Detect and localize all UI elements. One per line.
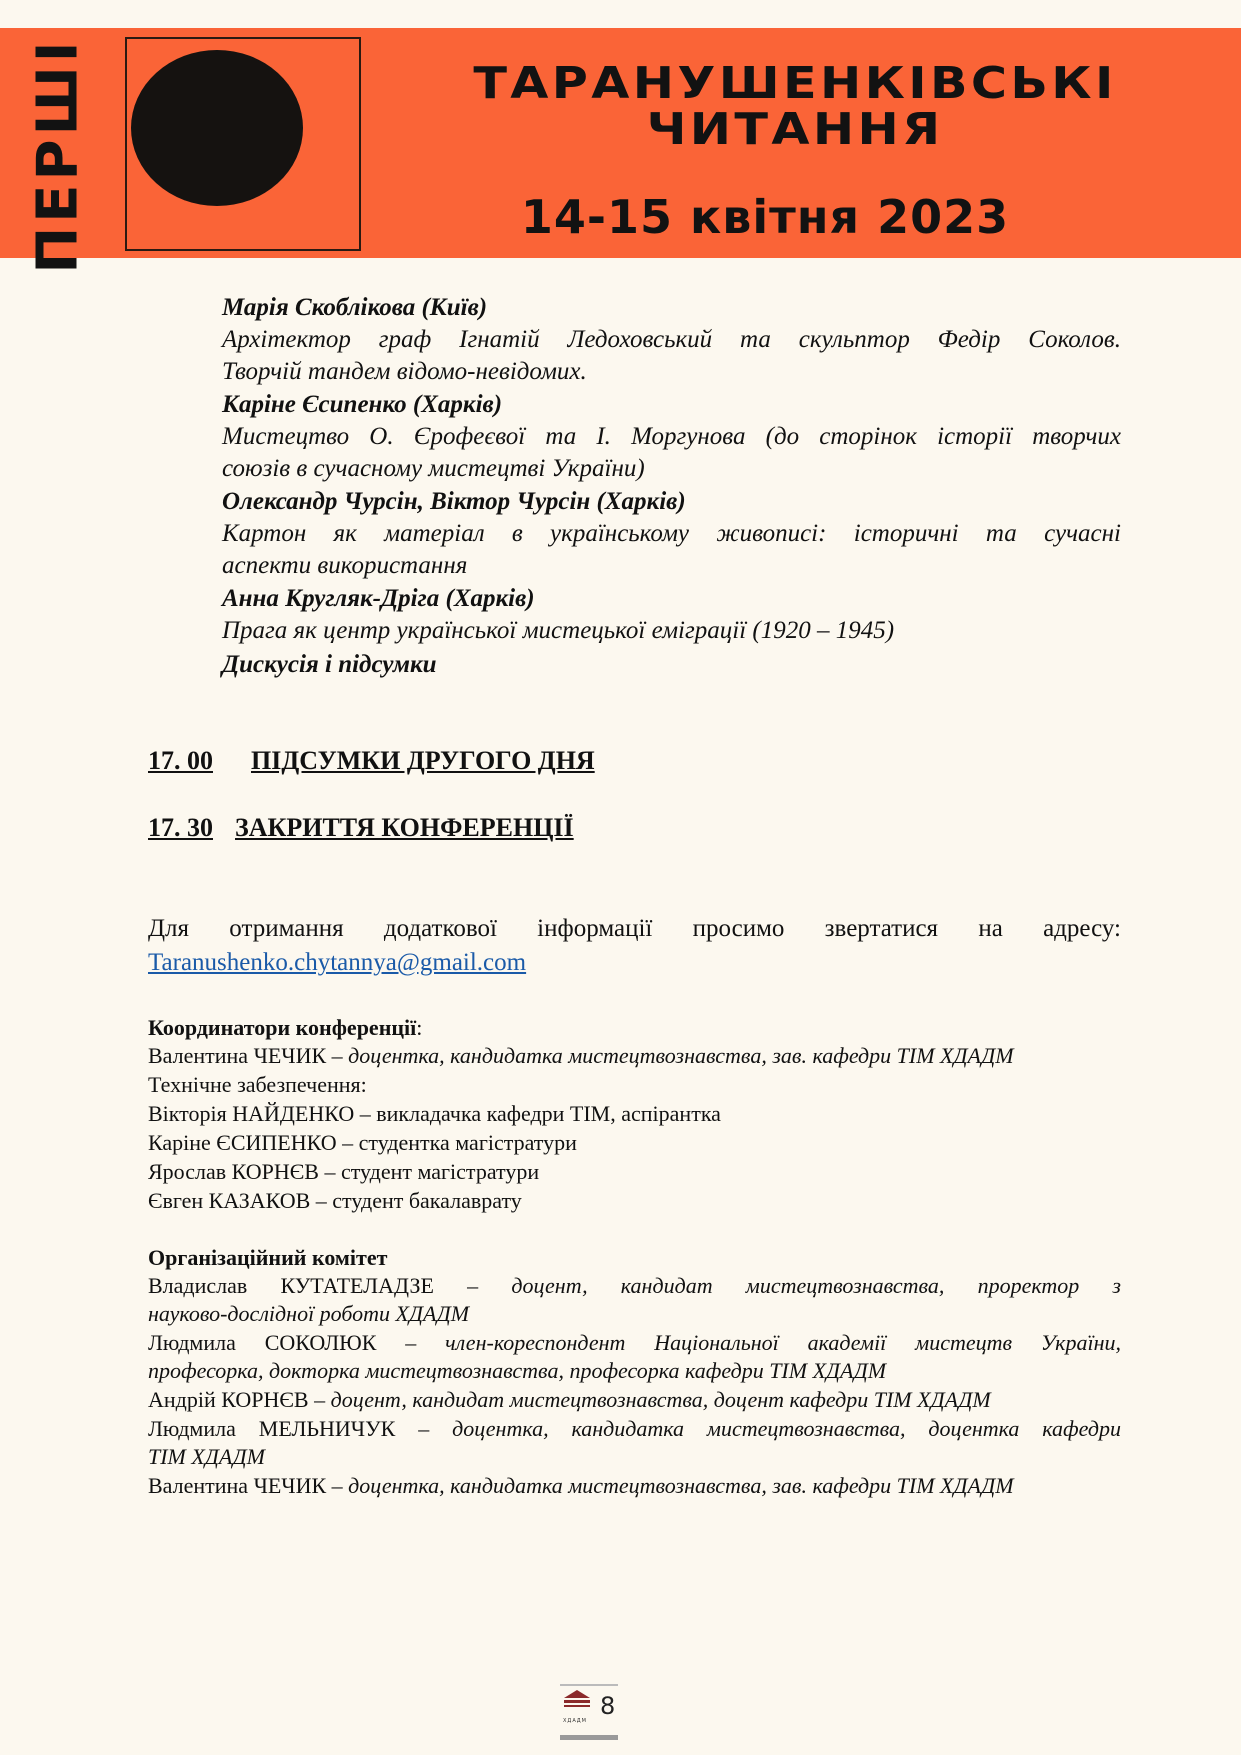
- speaker-name: Анна Кругляк-Дріга (Харків): [222, 585, 535, 612]
- committee-member-name: Владислав КУТАТЕЛАДЗЕ: [148, 1273, 434, 1298]
- committee-member-name: Людмила СОКОЛЮК: [148, 1330, 377, 1355]
- committee-member-line: [148, 1386, 1121, 1414]
- committee-member-line: [148, 1272, 1121, 1300]
- discussion-label: Дискусія і підсумки: [222, 651, 437, 678]
- tech-support-member: Євген КАЗАКОВ – студент бакалаврату: [148, 1188, 522, 1213]
- talk-topic-line: Архітектор граф Ігнатій Ледоховський та скульптор Федір Соколов.: [222, 326, 1121, 353]
- schedule-item: [148, 812, 574, 844]
- contact-email-link[interactable]: Taranushenko.chytannya@gmail.com: [148, 949, 527, 976]
- contact-text: Для отримання додаткової інформації просимо звертатися на адресу:: [148, 915, 1121, 942]
- speaker-name: Каріне Єсипенко (Харків): [222, 391, 503, 418]
- committee-member-name: Людмила МЕЛЬНИЧУК: [148, 1416, 396, 1441]
- committee-member-role: – доцент, кандидат мистецтвознавства, проректор з: [433, 1273, 1122, 1298]
- vertical-title-text: ПЕРШІ: [25, 36, 91, 274]
- schedule-label: ПІДСУМКИ ДРУГОГО ДНЯ: [251, 746, 595, 775]
- coordinator-entry: [148, 1042, 1121, 1070]
- tech-support-member: Ярослав КОРНЄВ – студент магістратури: [148, 1159, 540, 1184]
- schedule-item: [148, 745, 595, 777]
- title-line-2: ЧИТАННЯ: [646, 104, 944, 155]
- committee-member-line: [148, 1329, 1121, 1357]
- talk-topic-line: союзів в сучасному мистецтві України): [222, 455, 645, 482]
- talk-topic-line: Творчій тандем відомо-невідомих.: [222, 358, 587, 385]
- schedule-time: 17. 30: [148, 813, 213, 842]
- committee-member-role-cont: ТІМ ХДАДМ: [148, 1444, 265, 1469]
- talk-topic-line: Прага як центр української мистецької еміграції (1920 – 1945): [222, 617, 895, 644]
- coordinator-role: – доцентка, кандидатка мистецтвознавства, зав. кафедри ТІМ ХДАДМ: [326, 1043, 1014, 1068]
- talk-topic-line: Картон як матеріал в українському живописі: історичні та сучасні: [222, 520, 1121, 547]
- committee-member-name: Андрій КОРНЄВ: [148, 1387, 309, 1412]
- coordinators-heading: Координатори конференції: [148, 1015, 417, 1040]
- talk-topic-line: аспекти використання: [222, 552, 468, 579]
- committee-member-line: [148, 1472, 1121, 1500]
- committee-member-name: Валентина ЧЕЧИК: [148, 1473, 327, 1498]
- speaker-name: Олександр Чурсін, Віктор Чурсін (Харків): [222, 488, 686, 515]
- committee-member-role: – доцентка, кандидатка мистецтвознавства, доцентка кафедри: [395, 1416, 1121, 1441]
- committee-member-role-cont: науково-дослідної роботи ХДАДМ: [148, 1301, 470, 1326]
- committee-member-line: [148, 1415, 1121, 1443]
- committee-member-role: – доцент, кандидат мистецтвознавства, доцент кафедри ТІМ ХДАДМ: [308, 1387, 991, 1412]
- speaker-name: Марія Скоблікова (Київ): [222, 294, 488, 321]
- event-dates: 14-15 квітня 2023: [520, 190, 1010, 244]
- logo-caption: ХДАДМ: [563, 1718, 587, 1724]
- talk-topic-line: Мистецтво О. Єрофеєвої та І. Моргунова (до сторінок історії творчих: [222, 423, 1121, 450]
- committee-member-role-cont: професорка, докторка мистецтвознавства, професорка кафедри ТІМ ХДАДМ: [148, 1358, 887, 1383]
- tech-support-heading: Технічне забезпечення:: [148, 1072, 367, 1097]
- schedule-time: 17. 00: [148, 746, 213, 775]
- committee-member-role: – член-кореспондент Національної академії мистецтв України,: [376, 1330, 1121, 1355]
- tech-support-member: Каріне ЄСИПЕНКО – студентка магістратури: [148, 1130, 577, 1155]
- tech-support-member: Вікторія НАЙДЕНКО – викладачка кафедри ТІМ, аспірантка: [148, 1101, 721, 1126]
- schedule-label: ЗАКРИТТЯ КОНФЕРЕНЦІЇ: [235, 813, 574, 842]
- coordinators-heading-line: Координатори конференції:: [148, 1015, 423, 1040]
- committee-member-role: – доцентка, кандидатка мистецтвознавства, зав. кафедри ТІМ ХДАДМ: [326, 1473, 1014, 1498]
- coordinator-name: Валентина ЧЕЧИК: [148, 1043, 327, 1068]
- footer-rule: [560, 1735, 618, 1740]
- page-number: 8: [600, 1692, 616, 1720]
- title-line-1: ТАРАНУШЕНКІВСЬКІ: [473, 58, 1117, 109]
- committee-heading: Організаційний комітет: [148, 1245, 388, 1270]
